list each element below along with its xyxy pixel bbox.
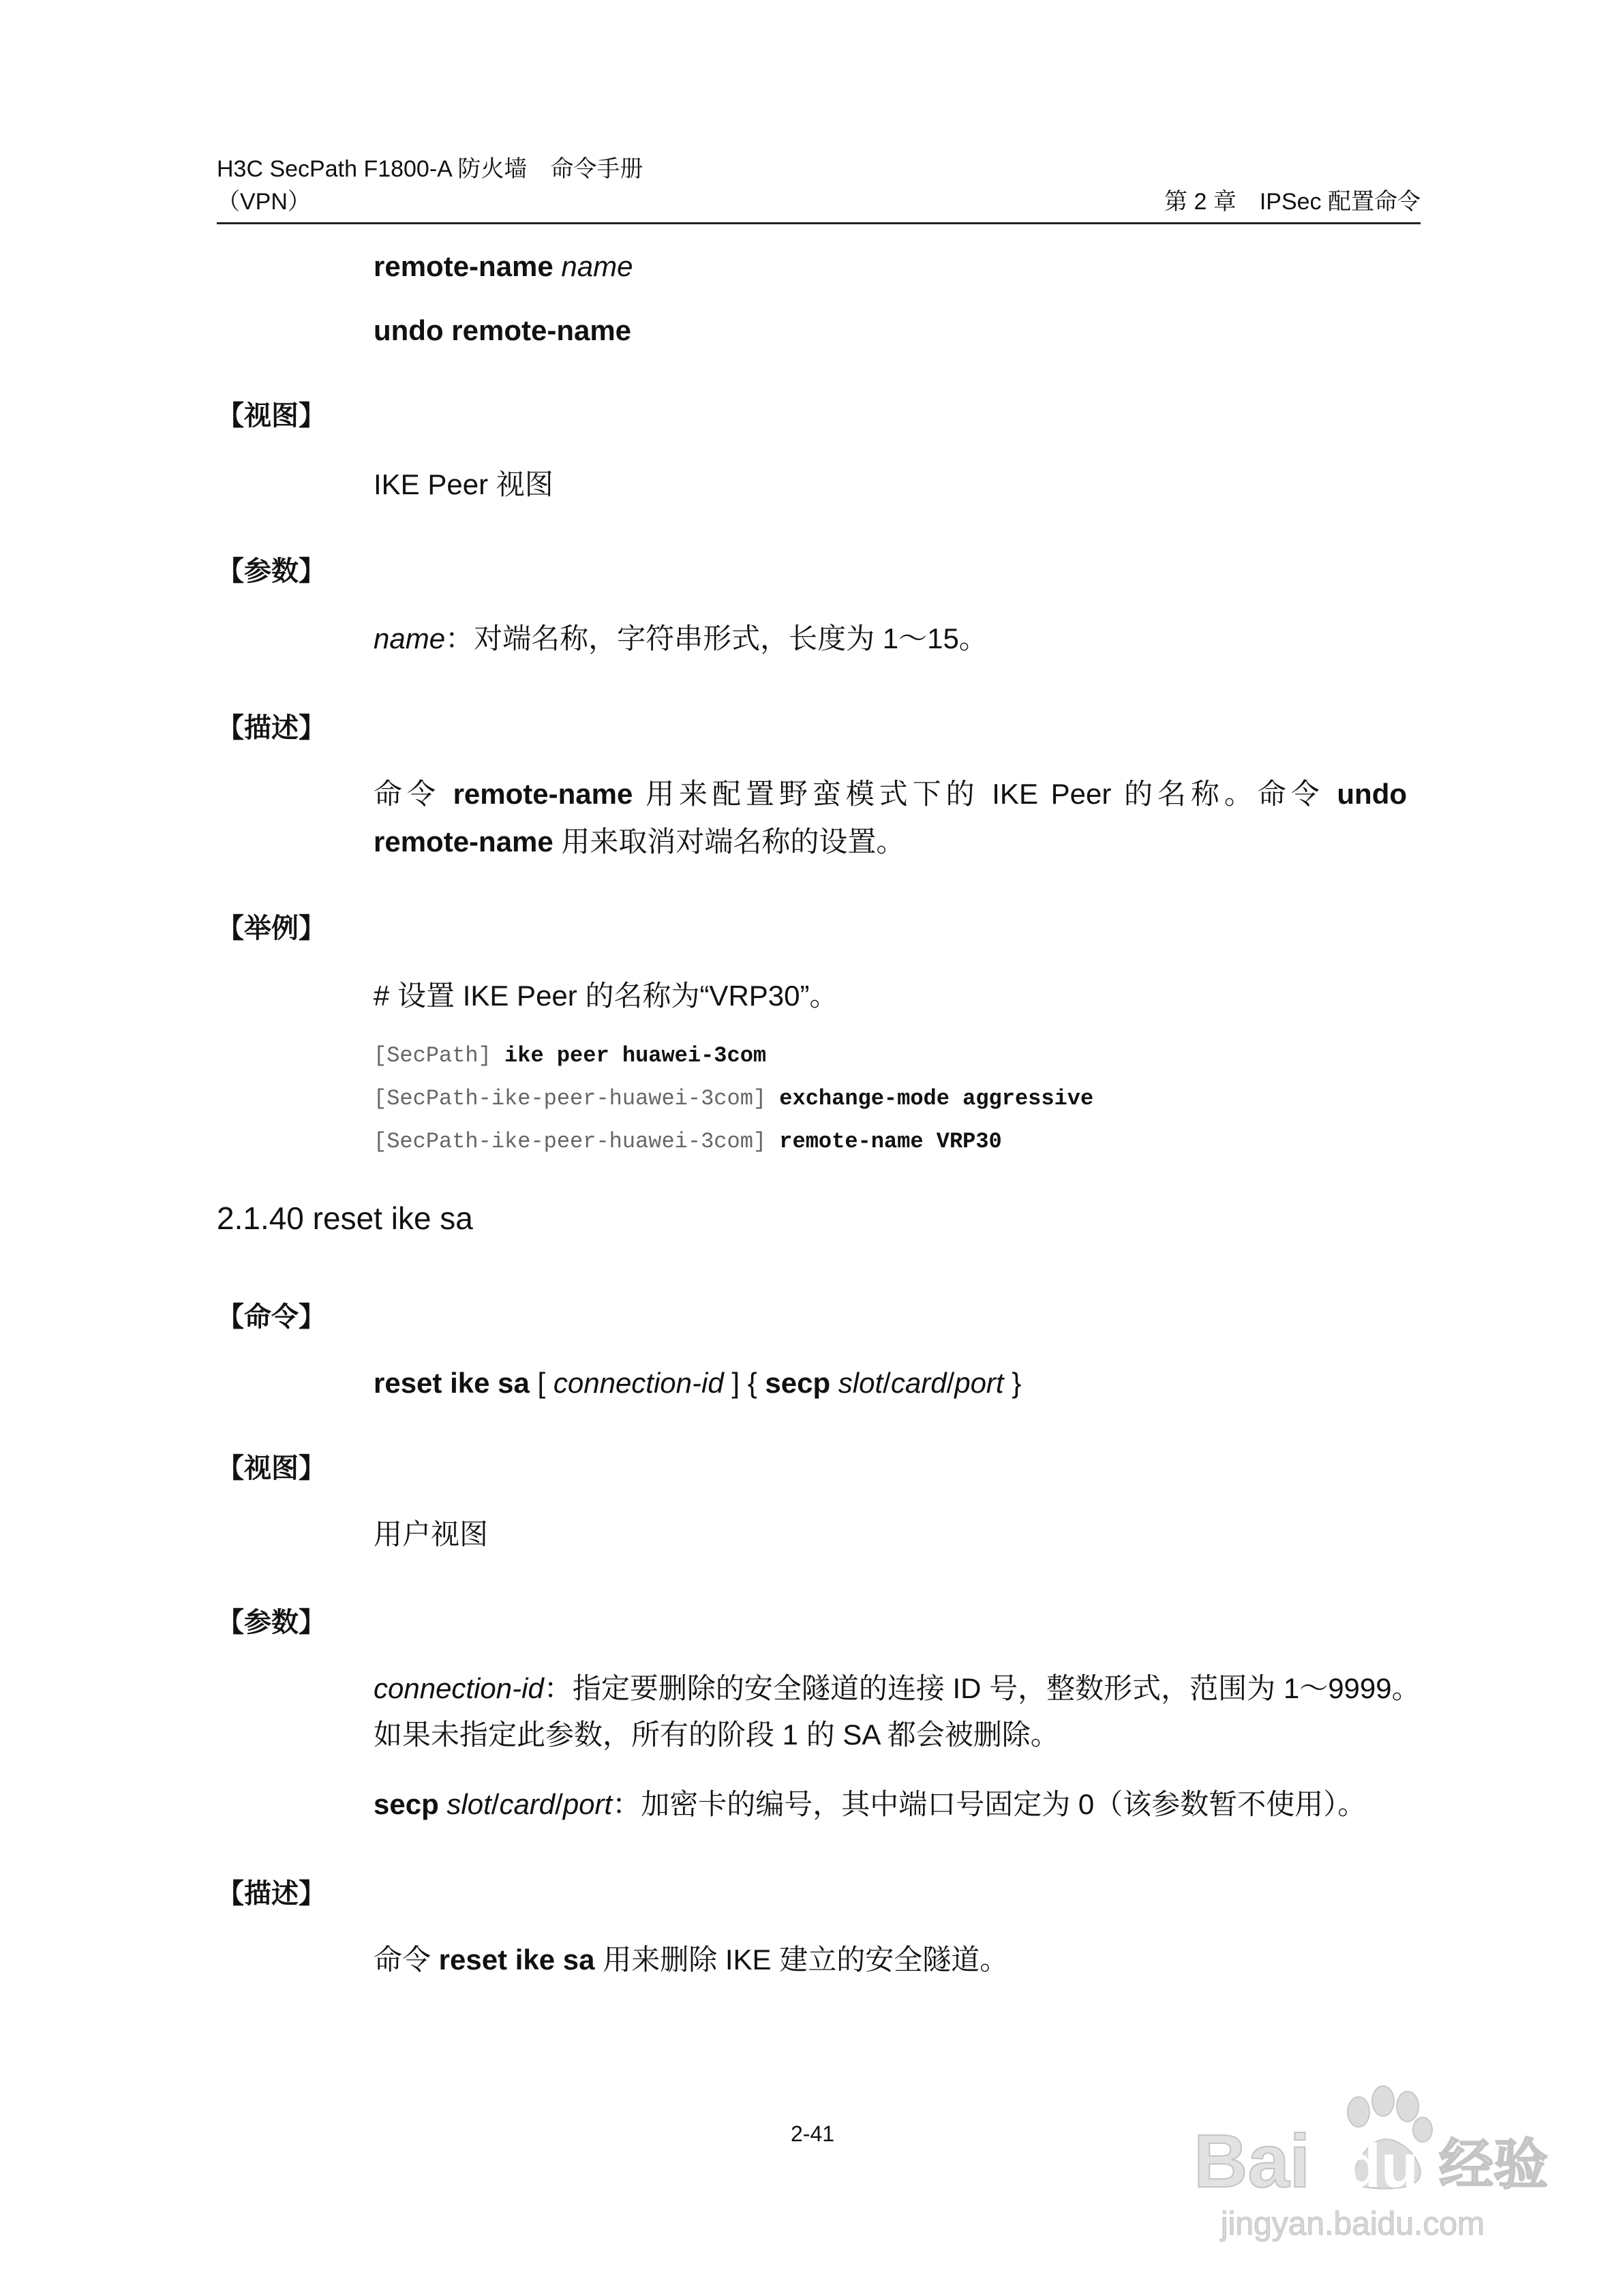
svg-text:jingyan.baidu.com: jingyan.baidu.com xyxy=(1221,2206,1485,2242)
header-subtitle: （VPN） xyxy=(217,189,311,215)
svg-text:Bai: Bai xyxy=(1194,2119,1311,2203)
desc-line-1: 命令 remote-name 用来配置野蛮模式下的 IKE Peer 的名称。命令 undo xyxy=(374,778,1408,810)
header-chapter: 第 2 章 IPSec 配置命令 xyxy=(1164,189,1421,215)
view-text-2: 用户视图 xyxy=(374,1518,489,1550)
reset-command-syntax: reset ike sa [ connection-id ] { secp slot/card/port } xyxy=(374,1367,1022,1399)
view-heading: 【视图】 xyxy=(217,401,326,431)
param-connection-id-note: 如果未指定此参数，所有的阶段 1 的 SA 都会被删除。 xyxy=(374,1719,1059,1751)
desc-line-2: remote-name 用来取消对端名称的设置。 xyxy=(374,826,905,858)
param-connection-id: connection-id：指定要删除的安全隧道的连接 ID 号，整数形式，范围为 1～9999。 xyxy=(374,1672,1421,1704)
command-syntax xyxy=(374,250,633,284)
param-secp: secp slot/card/port：加密卡的编号，其中端口号固定为 0（该参数暂不使用）。 xyxy=(374,1788,1367,1820)
undo-command: undo remote-name xyxy=(374,314,632,346)
svg-text:du: du xyxy=(1344,2132,1419,2201)
baidu-jingyan-watermark xyxy=(1180,2071,1562,2248)
command-heading: 【命令】 xyxy=(217,1302,326,1332)
undo-command-syntax xyxy=(374,314,631,348)
command-keyword: remote-name xyxy=(374,250,553,282)
view-text: IKE Peer 视图 xyxy=(374,468,553,500)
code-line: [SecPath-ike-peer-huawei-3com] remote-name VRP30 xyxy=(374,1129,1002,1154)
svg-text:经验: 经验 xyxy=(1439,2133,1548,2196)
command-arg: name xyxy=(553,250,633,282)
example-heading: 【举例】 xyxy=(217,913,326,943)
param-name: name xyxy=(374,622,446,654)
example-text: # 设置 IKE Peer 的名称为“VRP30”。 xyxy=(374,980,838,1012)
code-line: [SecPath] ike peer huawei-3com xyxy=(374,1043,767,1068)
section-heading: 2.1.40 reset ike sa xyxy=(217,1200,473,1236)
header-rule xyxy=(217,222,1421,224)
desc-text-2: 命令 reset ike sa 用来删除 IKE 建立的安全隧道。 xyxy=(374,1944,1009,1976)
view-heading-2: 【视图】 xyxy=(217,1453,326,1483)
desc-heading: 【描述】 xyxy=(217,713,326,743)
param-text: name：对端名称，字符串形式，长度为 1～15。 xyxy=(374,622,988,654)
param-heading: 【参数】 xyxy=(217,556,326,586)
page-number: 2-41 xyxy=(791,2121,835,2146)
code-line: [SecPath-ike-peer-huawei-3com] exchange-mode aggressive xyxy=(374,1086,1094,1111)
param-heading-2: 【参数】 xyxy=(217,1607,326,1637)
desc-heading-2: 【描述】 xyxy=(217,1879,326,1909)
header-title: H3C SecPath F1800-A 防火墙 命令手册 xyxy=(217,156,643,182)
